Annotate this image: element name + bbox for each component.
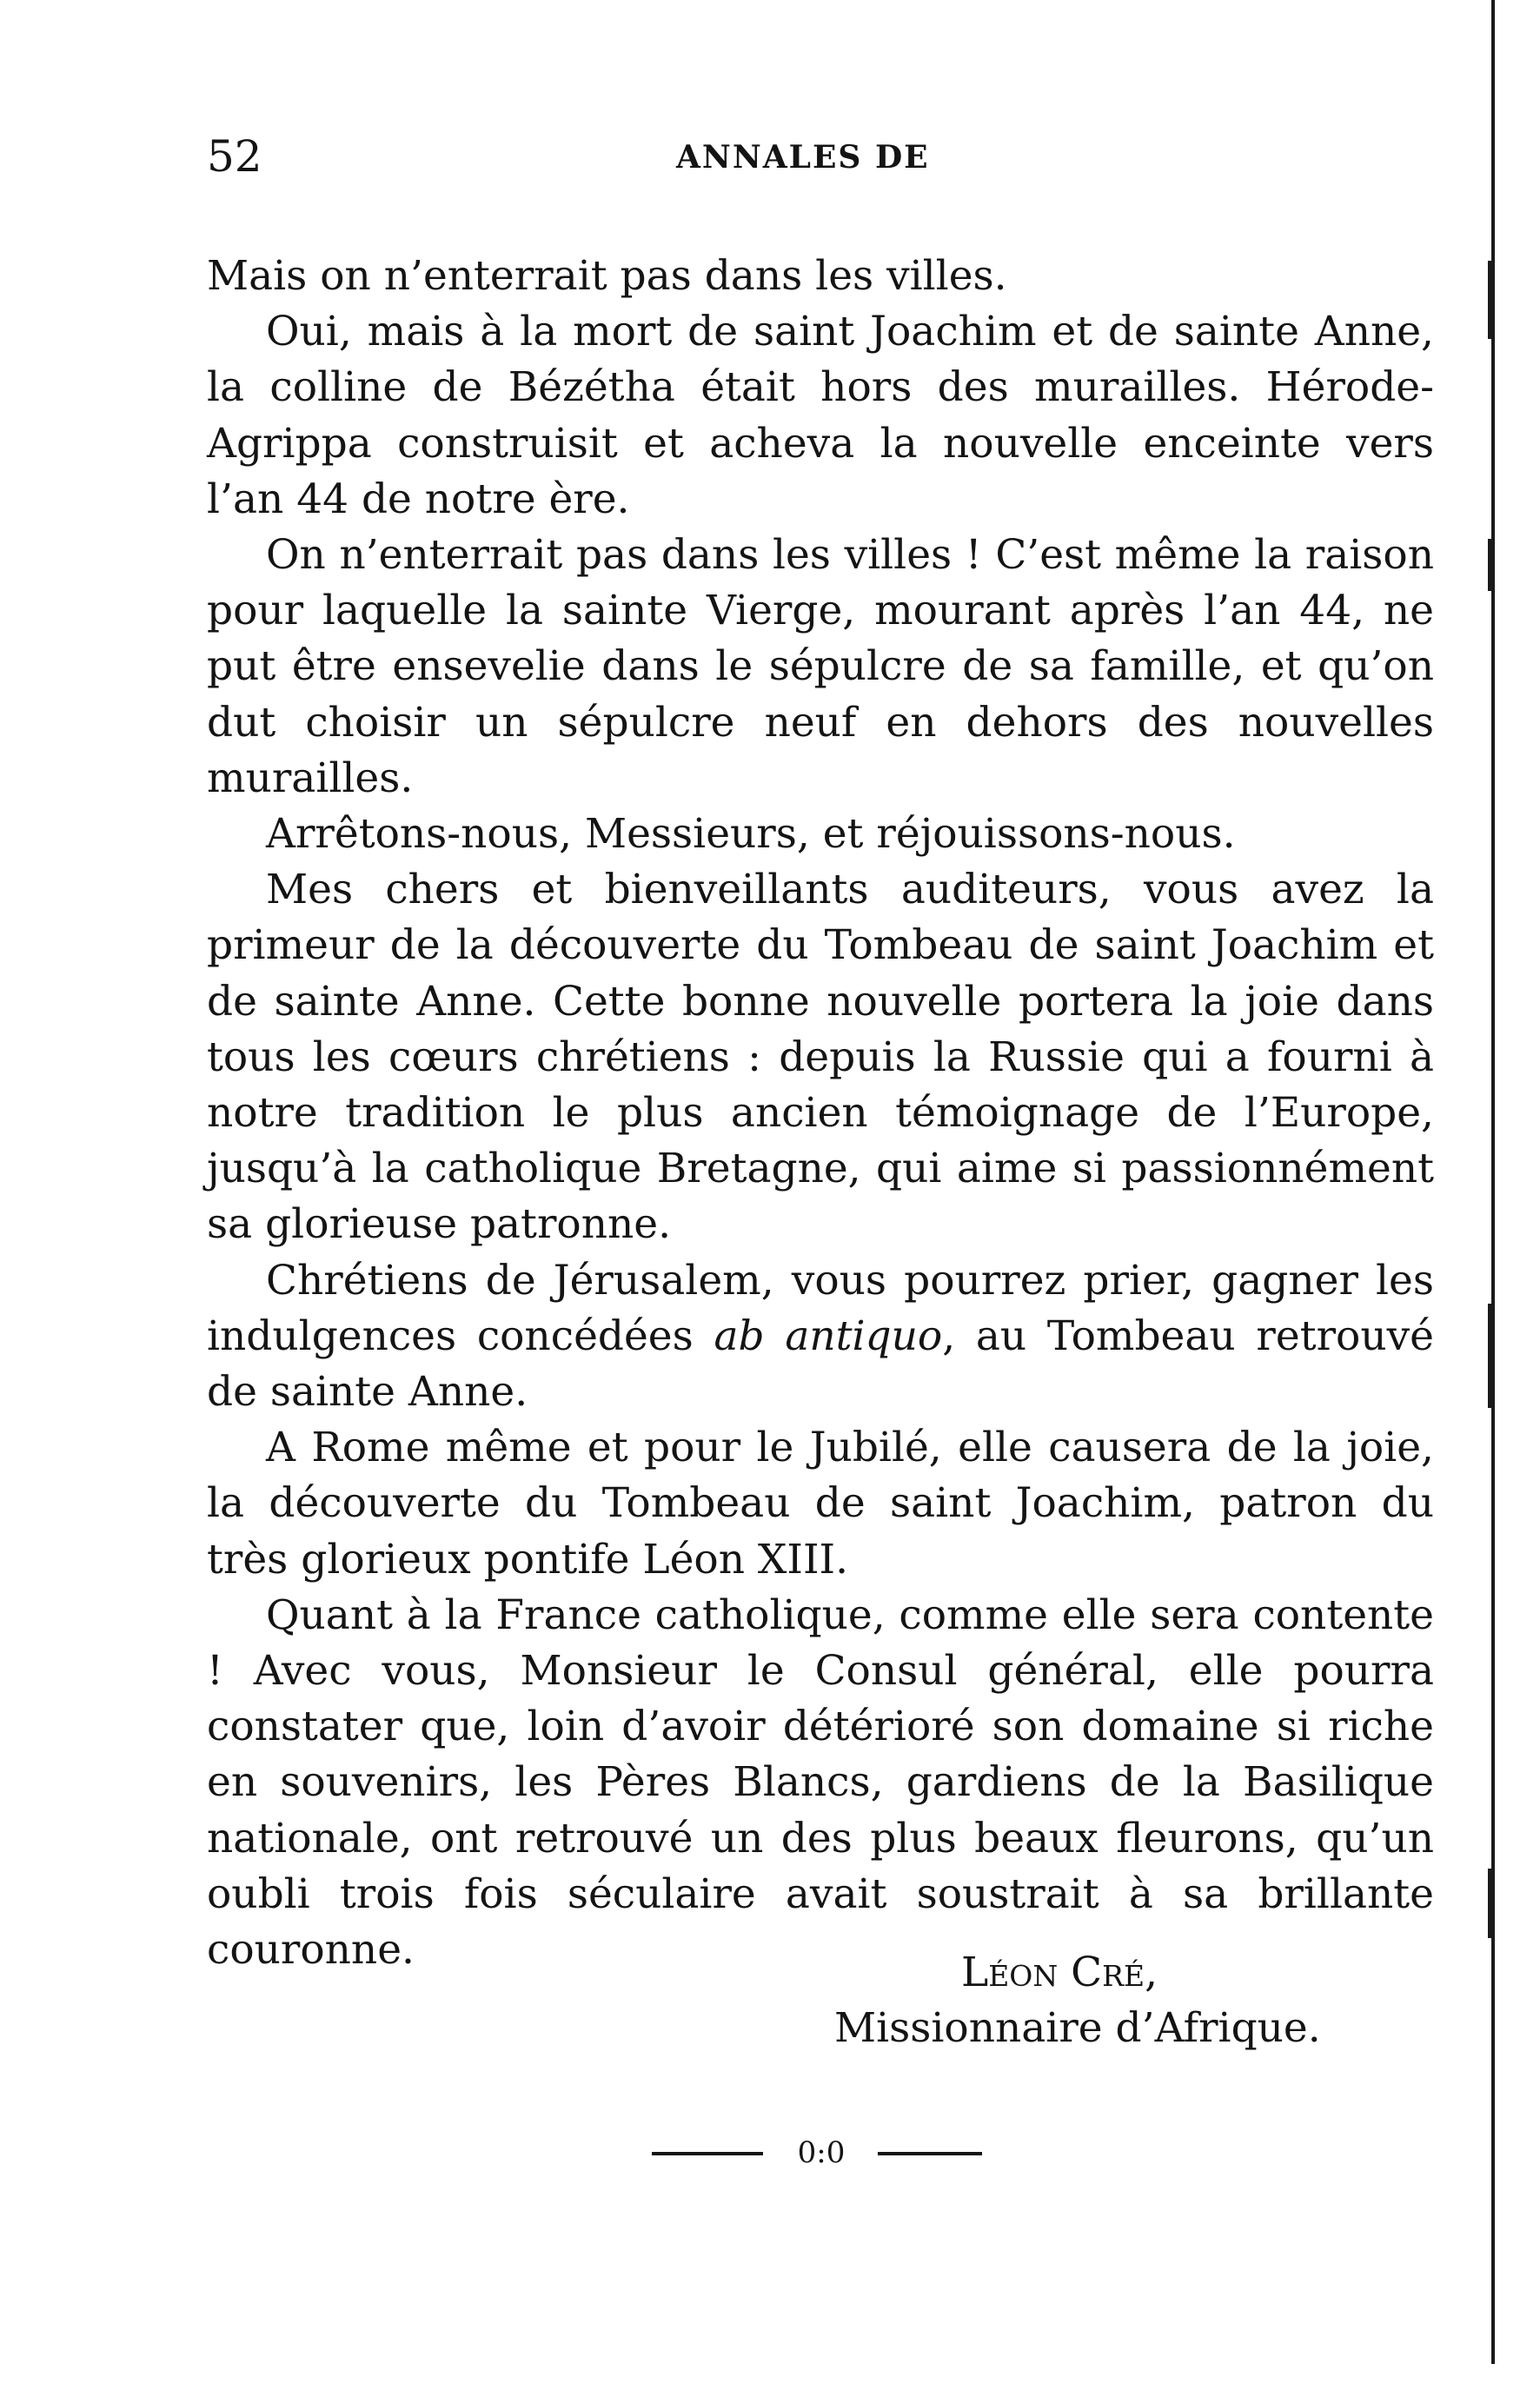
paragraph-4: Arrêtons-nous, Messieurs, et réjouissons-nous. — [266, 810, 1236, 859]
paragraph-8: Quant à la France catholique, comme elle sera contente ! Avec vous, Monsieur le Consul général, elle pourra constater que, loin d’avoir détérioré son domaine si riche en souvenirs, les Pères Blancs, gardiens de la Basilique nationale, ont retrouvé un des plus beaux fleurons, qu’un oubli trois fois séculaire avait soustrait à sa brillante couronne. — [207, 1590, 1434, 1975]
ornament-rule-right — [878, 2152, 982, 2155]
author-name: Léon Cré, — [961, 1949, 1158, 1996]
ornament-mark: 0:0 — [797, 2135, 846, 2170]
paragraph-5: Mes chers et bienveillants auditeurs, vous avez la primeur de la découverte du Tombeau de saint Joachim et de sainte Anne. Cette bonne nouvelle portera la joie dans tous les cœurs chrétiens : depuis la Russie qui a fourni à notre tradition le plus ancien témoignage de l’Europe, jusqu’à la catholique Bretagne, qui aime si passionnément sa glorieuse patronne. — [207, 866, 1434, 1249]
author-title: Missionnaire d’Afrique. — [834, 2004, 1321, 2052]
end-ornament — [643, 2131, 991, 2175]
paragraph-1: Mais on n’enterrait pas dans les villes. — [207, 252, 1007, 300]
running-head: ANNALES DE — [676, 139, 930, 176]
body-text — [207, 249, 1434, 1978]
paragraph-3: On n’enterrait pas dans les villes ! C’est même la raison pour laquelle la sainte Vierge, mourant après l’an 44, ne put être ensevelie dans le sépulcre de sa famille, et qu’on dut choisir un sépulcre neuf en dehors des nouvelles murailles. — [207, 531, 1434, 802]
binding-edge-mark — [1488, 539, 1493, 591]
latin-phrase: ab antiquo — [714, 1311, 943, 1360]
paragraph-7: A Rome même et pour le Jubilé, elle causera de la joie, la découverte du Tombeau de saint Joachim, patron du très glorieux pontife Léon XIII. — [207, 1424, 1434, 1584]
paragraph-6: Chrétiens de Jérusalem, vous pourrez prier, gagner les indulgences concédées ab antiquo, au Tombeau retrouvé de sainte Anne. — [207, 1256, 1434, 1417]
binding-edge-mark — [1488, 261, 1493, 339]
binding-edge-mark — [1488, 1869, 1493, 1938]
page-number: 52 — [207, 131, 262, 182]
binding-edge-mark — [1488, 1304, 1493, 1408]
page-header — [207, 130, 1441, 191]
paragraph-2: Oui, mais à la mort de saint Joachim et de sainte Anne, la colline de Bézétha était hors des murailles. Hérode-Agrippa construisit et acheva la nouvelle enceinte vers l’an 44 de notre ère. — [207, 308, 1434, 523]
ornament-rule-left — [652, 2152, 763, 2155]
binding-edge — [1491, 0, 1495, 2364]
